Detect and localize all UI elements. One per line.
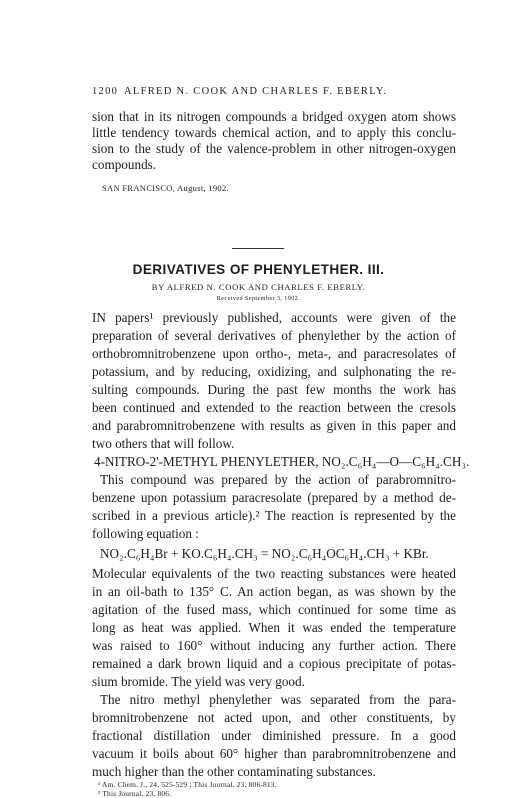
body-text-line: remained a dark brown liquid and a copious precipitate of potas- <box>92 656 456 671</box>
body-text-line: IN papers¹ previously published, accounts were given of the <box>92 310 456 325</box>
received-date: Received September 3, 1902. <box>216 295 301 302</box>
body-text-line: much higher than the other contaminating substances. <box>92 764 376 779</box>
page-number: 1200 <box>92 86 119 97</box>
body-text-line: potassium, and by reducing, oxidizing, and sulphonating the re- <box>92 364 456 379</box>
body-text-line: fractional distillation under diminished pressure. In a good <box>92 728 456 743</box>
article-byline: BY ALFRED N. COOK AND CHARLES F. EBERLY. <box>151 282 366 292</box>
body-text-line: following equation : <box>92 526 199 541</box>
body-text-line: benzene upon potassium paracresolate (prepared by a method de- <box>92 490 456 505</box>
chemical-equation: NO₂.C₆H₄Br + KO.C₆H₄.CH₃ = NO₂.C₆H₄OC₆H₄.CH₃ + KBr. <box>100 546 429 561</box>
prev-text-line: sion to the study of the valence-problem in other nitrogen-oxygen <box>92 141 456 156</box>
article-title: DERIVATIVES OF PHENYLETHER. III. <box>132 262 385 277</box>
footnote: ¹ Am. Chem. J., 24, 525-529 ; This Journal, 23, 806-813. <box>98 780 277 789</box>
body-text-line: two others that will follow. <box>92 436 235 451</box>
body-text-line: been continued and extended to the reaction between the cresols <box>92 400 456 415</box>
body-text-line: sium bromide. The yield was very good. <box>92 674 305 689</box>
body-text-line: was raised to 160° without inducing any further action. There <box>92 638 456 653</box>
body-text-line: preparation of several derivatives of phenylether by the action of <box>92 328 456 343</box>
body-text-line: orthobromnitrobenzene upon ortho-, meta-, and paracresolates of <box>92 346 456 361</box>
section-divider <box>232 248 284 249</box>
body-text-line: long as heat was applied. When it was ended the temperature <box>92 620 456 635</box>
body-text-line: sulting compounds. During the past few months the work has <box>92 382 456 397</box>
footnote: ² This Journal, 23, 806. <box>98 789 172 798</box>
running-head: ALFRED N. COOK AND CHARLES F. EBERLY. <box>124 86 388 97</box>
body-text-line: in an oil-bath to 135° C. An action began, as was shown by the <box>92 584 456 599</box>
body-text-line: This compound was prepared by the action of parabromnitro- <box>100 472 456 487</box>
section-heading: 4-NITRO-2'-METHYL PHENYLETHER, NO₂.C₆H₄—O—C₆H₄.CH₃. <box>94 454 470 469</box>
body-text-line: Molecular equivalents of the two reacting substances were heated <box>92 566 456 581</box>
location-dateline: SAN FRANCISCO, August, 1902. <box>102 183 229 193</box>
body-text-line: and parabromnitrobenzene with results as given in this paper and <box>92 418 456 433</box>
prev-text-line: sion that in its nitrogen compounds a bridged oxygen atom shows <box>92 109 456 124</box>
prev-text-line: little tendency towards chemical action, and to apply this conclu- <box>92 125 456 140</box>
body-text-line: vacuum it boils about 60° higher than parabromnitrobenzene and <box>92 746 456 761</box>
body-text-line: agitation of the fused mass, which continued for some time as <box>92 602 456 617</box>
prev-text-line: compounds. <box>92 157 157 172</box>
body-text-line: scribed in a previous article).² The reaction is represented by the <box>92 508 456 523</box>
body-text-line: bromnitrobenzene not acted upon, and other constituents, by <box>92 710 456 725</box>
body-text-line: The nitro methyl phenylether was separated from the para- <box>100 692 456 707</box>
